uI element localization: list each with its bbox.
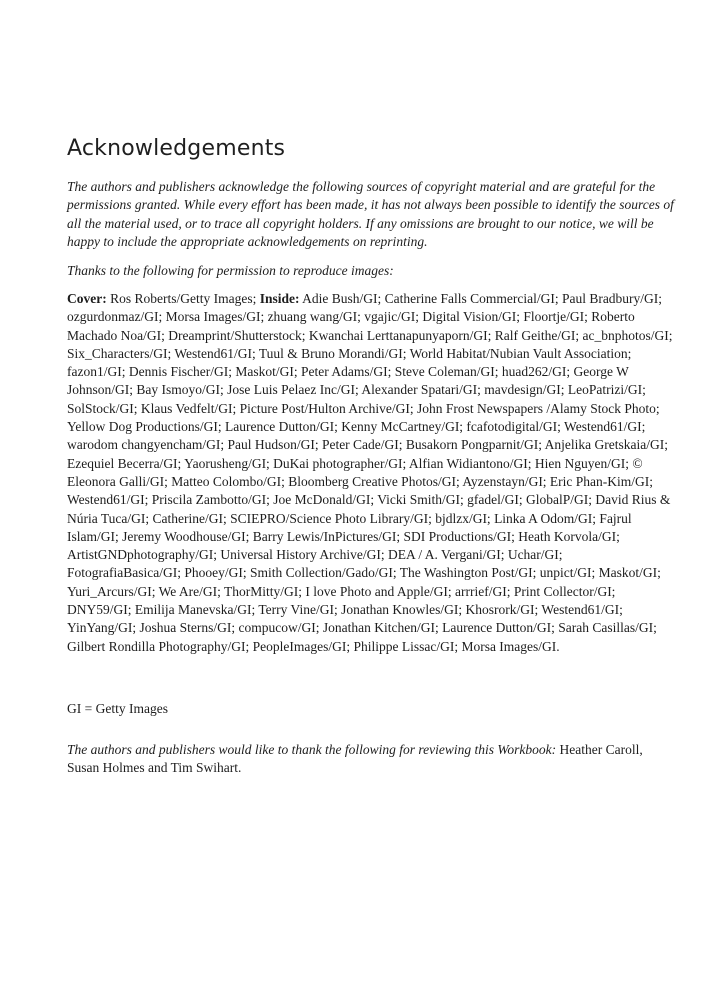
gi-abbreviation-note: GI = Getty Images — [67, 701, 168, 716]
thanks-line: Thanks to the following for permission to reproduce images: — [67, 263, 394, 278]
copyright-intro: The authors and publishers acknowledge the following sources of copyright material and are grateful for the permissions granted. While every effort has been made, it has not always been possible to identify the sources of all the material used, or to trace all copyright holders. If any omissions are brought to our notice, we will be happy to include the appropriate acknowledgements on reprinting. — [67, 179, 674, 249]
inside-credits: Adie Bush/GI; Catherine Falls Commercial/GI; Paul Bradbury/GI; ozgurdonmaz/GI; Morsa Images/GI; zhuang wang/GI; vgajic/GI; Digital Vision/GI; Floortje/GI; Roberto Machado Noa/GI; Dreamprint/Shutterstock; Kwanchai Lerttanapunyaporn/GI; Ralf Geithe/GI; ac_bnphotos/GI; Six_Characters/GI; Westend61/GI; Tuul & Bruno Morandi/GI; World Habitat/Nubian Vault Association; fazon1/GI; Dennis Fischer/GI; Maskot/GI; Peter Adams/GI; Steve Coleman/GI; huad262/GI; George W Johnson/GI; Bay Ismoyo/GI; Jose Luis Pelaez Inc/GI; Alexander Spatari/GI; mavdesign/GI; LeoPatrizi/GI; SolStock/GI; Klaus Vedfelt/GI; Picture Post/Hulton Archive/GI; John Frost Newspapers /Alamy Stock Photo; Yellow Dog Productions/GI; Laurence Dutton/GI; Kenny McCartney/GI; fcafotodigital/GI; Westend61/GI; warodom changyencham/GI; Paul Hudson/GI; Peter Cade/GI; Busakorn Pongparnit/GI; Anjelika Gretskaia/GI; Ezequiel Becerra/GI; Yaorusheng/GI; DuKai photographer/GI; Alfian Widiantono/GI; Hien Nguyen/GI; © Eleonora Galli/GI; Matteo Colombo/GI; Bloomberg Creative Photos/GI; Ayzenstayn/GI; Eric Phan-Kim/GI; Westend61/GI; Priscila Zambotto/GI; Joe McDonald/GI; Vicki Smith/GI; gfadel/GI; GlobalP/GI; David Rius & Núria Tuca/GI; Catherine/GI; SCIEPRO/Science Photo Library/GI; bjdlzx/GI; Linka A Odom/GI; Fajrul Islam/GI; Jeremy Woodhouse/GI; Barry Lewis/InPictures/GI; SDI Productions/GI; Heath Korvola/GI; ArtistGNDphotography/GI; Universal History Archive/GI; DEA / A. Vergani/GI; Uchar/GI; FotografiaBasica/GI; Phooey/GI; Smith Collection/Gado/GI; The Washington Post/GI; unpict/GI; Maskot/GI; Yuri_Arcurs/GI; We Are/GI; ThorMitty/GI; I love Photo and Apple/GI; arrrief/GI; Print Collector/GI; DNY59/GI; Emilija Manevska/GI; Terry Vine/GI; Jonathan Knowles/GI; Khosrork/GI; Westend61/GI; YinYang/GI; Joshua Sterns/GI; compucow/GI; Jonathan Kitchen/GI; Laurence Dutton/GI; Sarah Casillas/GI; Gilbert Rondilla Photography/GI; PeopleImages/GI; Philippe Lissac/GI; Morsa Images/GI. — [67, 291, 673, 654]
image-credits — [67, 290, 675, 656]
reviewers-acknowledgement — [67, 741, 675, 778]
reviewers-intro: The authors and publishers would like to thank the following for reviewing this Workbook: — [67, 742, 557, 757]
page-title: Acknowledgements — [67, 136, 286, 161]
cover-credits: Ros Roberts/Getty Images; — [106, 291, 260, 306]
reviewers-names: Heather Caroll, Susan Holmes and Tim Swihart. — [67, 742, 643, 776]
cover-label: Cover: — [67, 291, 107, 306]
inside-label: Inside: — [259, 291, 300, 306]
